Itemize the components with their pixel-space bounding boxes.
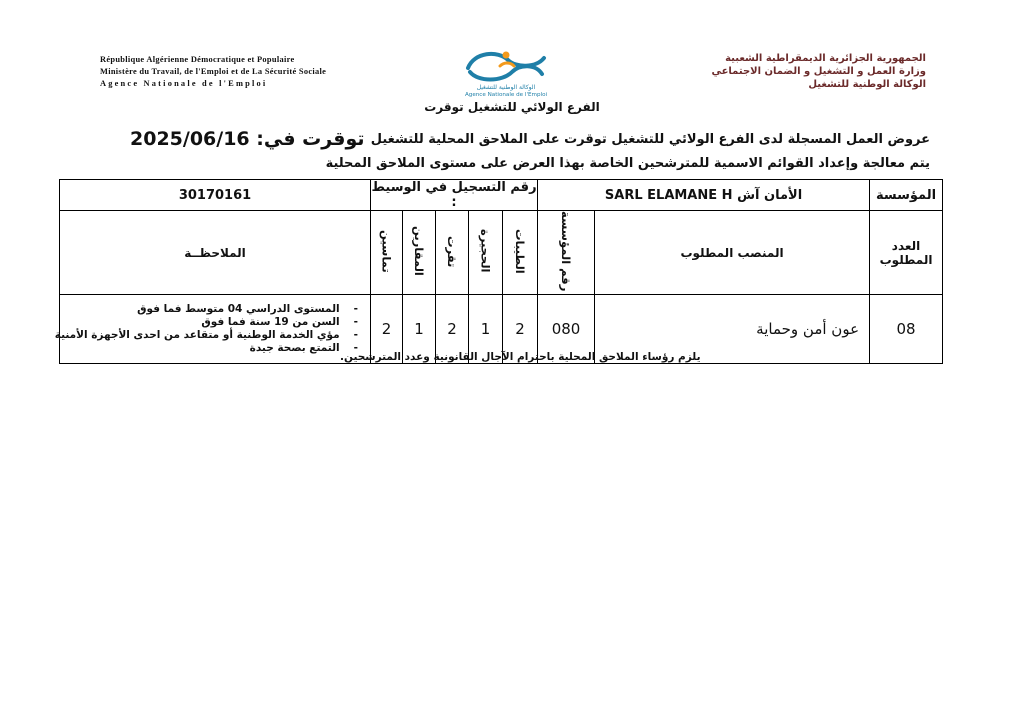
notes-list <box>54 303 370 355</box>
col-megarine <box>403 211 436 295</box>
logo-caption-fr: Agence Nationale de l'Emploi <box>464 92 548 98</box>
cell-count: 08 <box>870 295 943 364</box>
header-arabic <box>596 52 926 91</box>
cell-notes <box>54 295 371 364</box>
list-item: -مؤي الخدمة الوطنية أو متقاعد من احدى الأجهزة الأمنية <box>54 329 358 342</box>
col-establishment-no-label: رقم المؤسسة <box>559 211 574 292</box>
logo-caption-ar: الوكالة الوطنية للتشغيل <box>476 84 536 91</box>
registration-label: رقم التسجيل في الوسيط : <box>371 180 537 210</box>
offer-title: عروض العمل المسجلة لدى الفرع الولائي للتشغيل توقرت على الملاحق المحلية للتشغيل <box>370 132 930 147</box>
header-french <box>100 54 430 90</box>
date-line <box>130 128 365 150</box>
col-count: العدد المطلوب <box>870 211 943 295</box>
cell-position: عون أمن وحماية <box>595 295 870 364</box>
col-hajira-label: الحجيرة <box>478 229 493 273</box>
offers-table <box>54 179 943 364</box>
col-hajira <box>469 211 503 295</box>
col-temacine <box>371 211 403 295</box>
col-temacine-label: تماسين <box>379 229 394 273</box>
col-establishment-no <box>538 211 595 295</box>
company-label: المؤسسة <box>870 180 943 211</box>
company-row <box>60 180 943 211</box>
note-text: المستوى الدراسي 04 متوسط فما فوق <box>137 303 340 316</box>
registration-value: 30170161 <box>60 180 371 211</box>
col-taibat-label: الطيبات <box>513 228 528 274</box>
header-fr-line-3: Agence Nationale de l'Emploi <box>100 79 268 88</box>
list-item: -التمتع بصحة جيدة <box>249 342 358 355</box>
cell-establishment-no: 080 <box>538 295 595 364</box>
col-position: المنصب المطلوب <box>595 211 870 295</box>
note-text: التمتع بصحة جيدة <box>249 342 340 355</box>
note-text: مؤي الخدمة الوطنية أو متقاعد من احدى الأجهزة الأمنية <box>54 329 340 342</box>
col-tougourt <box>436 211 469 295</box>
list-item: -المستوى الدراسي 04 متوسط فما فوق <box>137 303 358 316</box>
cell-tougourt: 2 <box>436 295 469 364</box>
header-ar-line-2: وزارة العمل و التشغيل و الضمان الاجتماعي <box>711 66 926 77</box>
list-item: -السن من 19 سنة فما فوق <box>201 316 358 329</box>
header-fr-line-2: Ministère du Travail, de l'Emploi et de La Sécurité Sociale <box>100 67 327 76</box>
col-notes: الملاحظــة <box>60 211 371 295</box>
col-megarine-label: المقارين <box>412 226 427 277</box>
date-label: توقرت في: <box>256 128 365 150</box>
header-ar-line-1: الجمهورية الجزائرية الديمقراطية الشعبية <box>725 53 926 64</box>
company-value: الأمان آش SARL ELAMANE H <box>538 180 870 211</box>
header-fr-line-1: République Algérienne Démocratique et Populaire <box>100 55 295 64</box>
col-taibat <box>503 211 538 295</box>
branch-name: الفرع الولائي للتشغيل توقرت <box>424 100 600 114</box>
cell-temacine: 2 <box>371 295 403 364</box>
footer-note: يلزم رؤساء الملاحق المحلية باحترام الآجال القانونية وعدد المترشحين. <box>340 351 701 363</box>
header-row <box>60 211 943 295</box>
cell-megarine: 1 <box>403 295 436 364</box>
offer-subtitle: يتم معالجة وإعداد القوائم الاسمية للمترشحين الخاصة بهذا العرض على مستوى الملاحق المحلية <box>325 156 930 171</box>
agency-logo-icon <box>458 46 554 86</box>
cell-taibat: 2 <box>503 295 538 364</box>
note-text: السن من 19 سنة فما فوق <box>201 316 340 329</box>
date-value: 2025/06/16 <box>130 128 250 150</box>
cell-hajira: 1 <box>469 295 503 364</box>
col-tougourt-label: تقرت <box>445 235 460 267</box>
agency-logo <box>458 46 554 104</box>
header-ar-line-3: الوكالة الوطنية للتشغيل <box>808 79 926 90</box>
